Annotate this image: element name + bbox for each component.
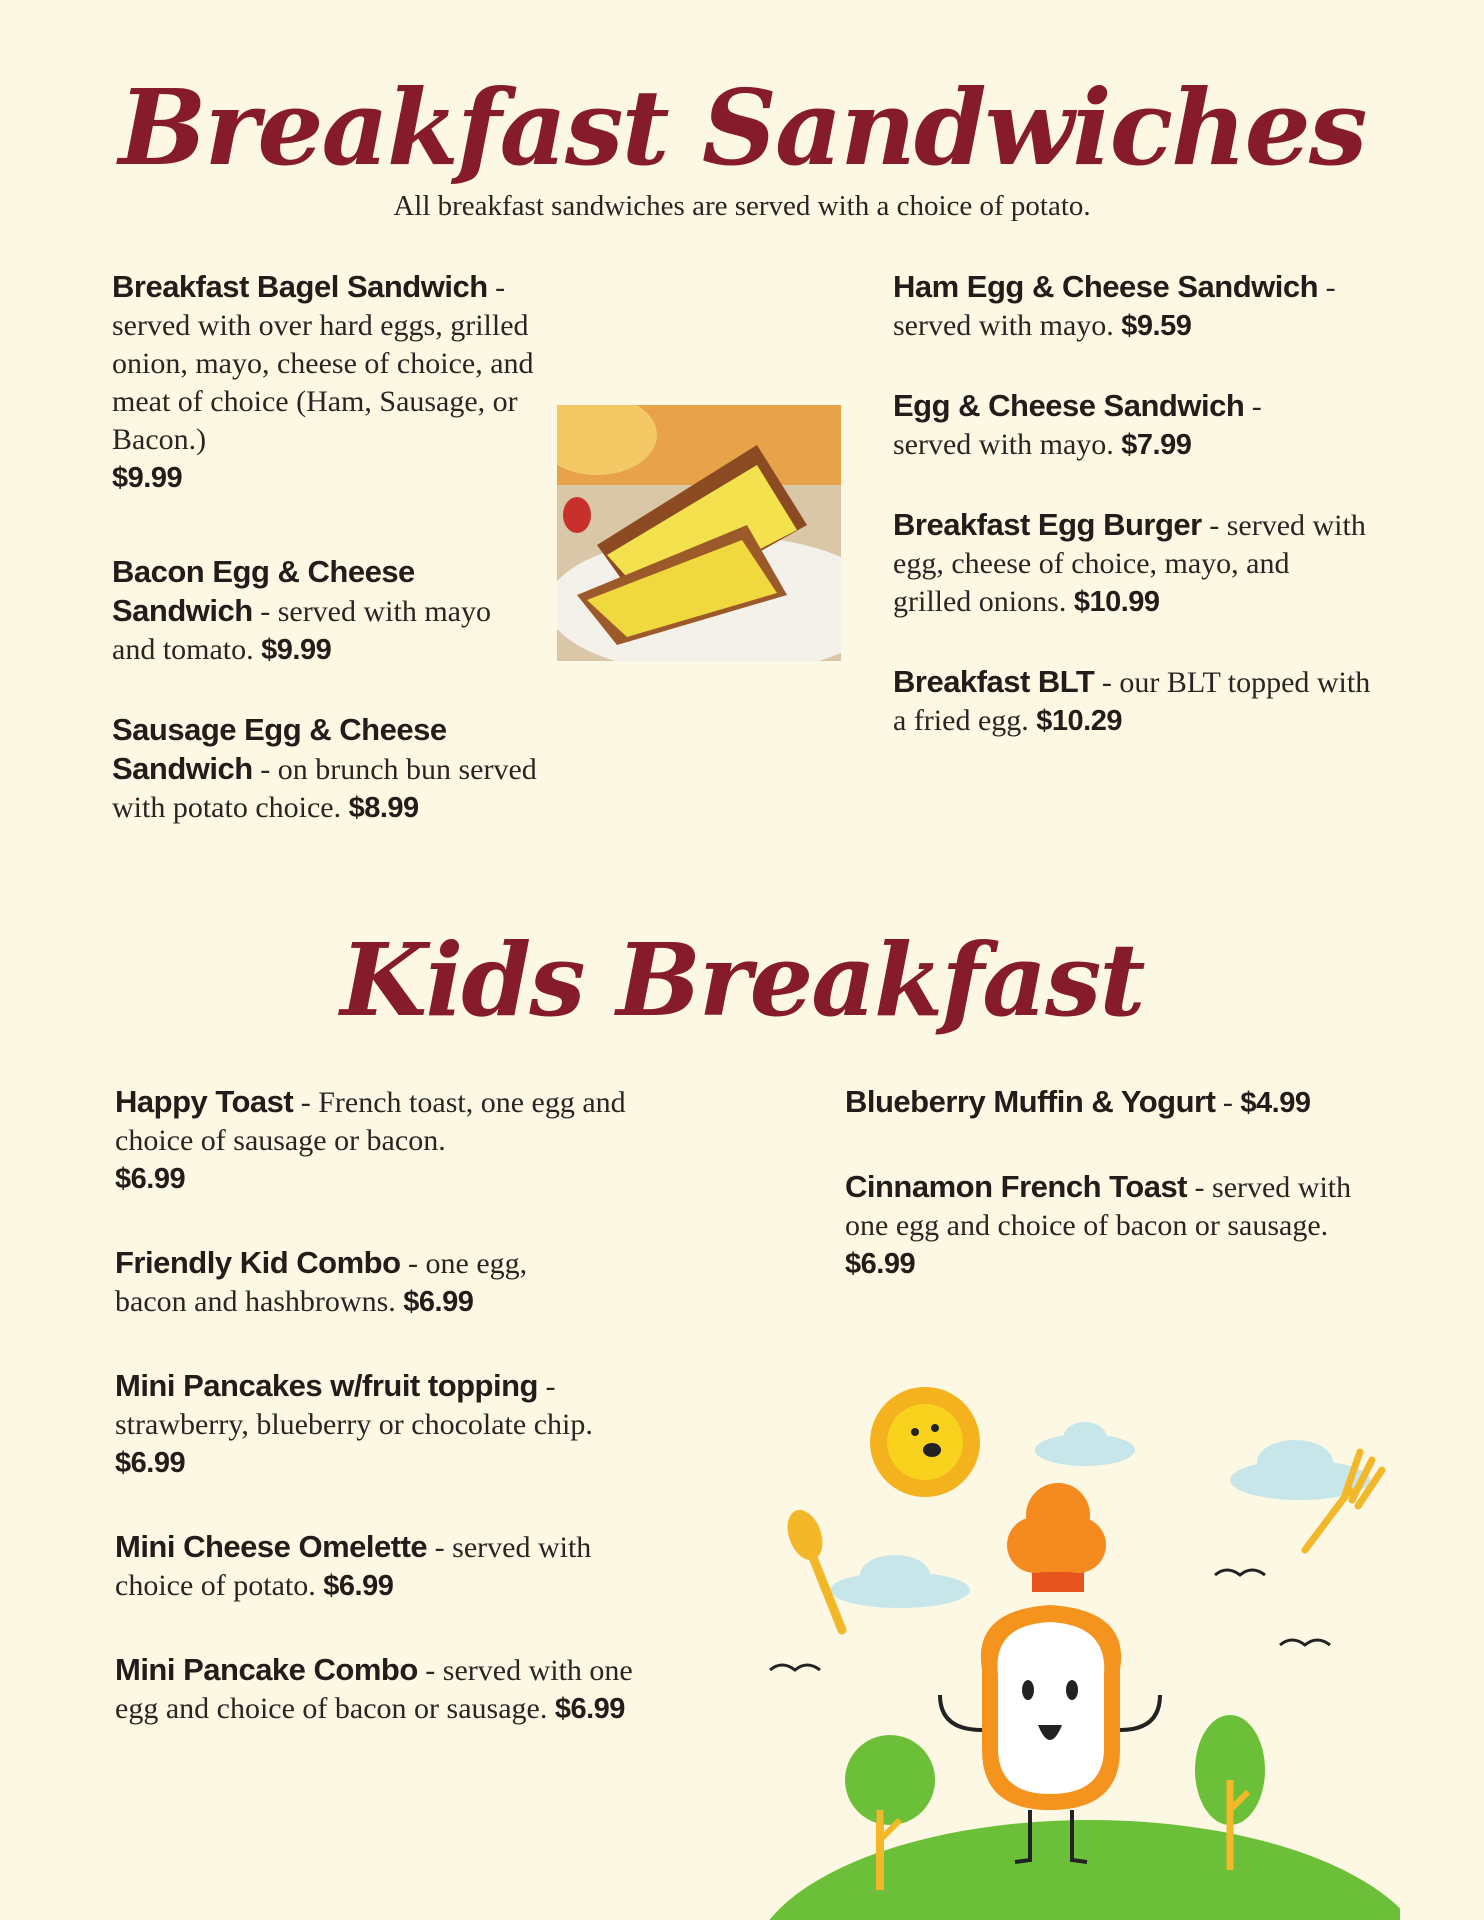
item-description: served with egg, cheese of choice, mayo, and grilled onions. bbox=[893, 509, 1366, 618]
menu-item bbox=[115, 1651, 645, 1728]
item-name: Breakfast Egg Burger bbox=[893, 507, 1202, 542]
menu-item bbox=[845, 1168, 1385, 1283]
item-name: Breakfast BLT bbox=[893, 664, 1095, 699]
item-description: served with one egg and choice of bacon or sausage. bbox=[115, 1654, 633, 1725]
item-description: served with mayo. bbox=[893, 309, 1114, 342]
item-price: $6.99 bbox=[115, 1163, 186, 1195]
menu-item bbox=[893, 387, 1373, 464]
breakfast-sandwiches-left-column bbox=[112, 268, 552, 827]
item-price: $10.99 bbox=[1073, 586, 1160, 618]
menu-item bbox=[112, 268, 552, 497]
item-separator: - bbox=[252, 753, 278, 786]
breakfast-sandwiches-right-column bbox=[893, 268, 1373, 740]
kids-breakfast-right-column bbox=[845, 1083, 1385, 1283]
item-price: $6.99 bbox=[554, 1693, 625, 1725]
item-name: Breakfast Bagel Sandwich bbox=[112, 269, 488, 304]
menu-item bbox=[115, 1367, 635, 1482]
item-separator: - bbox=[427, 1531, 453, 1564]
menu-item bbox=[115, 1528, 595, 1605]
item-description: French toast, one egg and choice of sausage or bacon. bbox=[115, 1086, 626, 1157]
breakfast-sandwiches-title: Breakfast Sandwiches bbox=[118, 66, 1366, 189]
item-name: Blueberry Muffin & Yogurt bbox=[845, 1084, 1216, 1119]
spoon-icon bbox=[781, 1505, 842, 1630]
item-separator: - bbox=[417, 1654, 443, 1687]
item-name: Happy Toast bbox=[115, 1084, 294, 1119]
menu-item bbox=[893, 506, 1373, 621]
item-price: $6.99 bbox=[845, 1248, 916, 1280]
item-separator: - bbox=[487, 271, 506, 304]
item-separator: - bbox=[1094, 666, 1120, 699]
menu-item bbox=[112, 553, 552, 669]
kids-breakfast-title: Kids Breakfast bbox=[340, 921, 1144, 1039]
item-price: $4.99 bbox=[1240, 1087, 1311, 1119]
hill-shape bbox=[760, 1820, 1400, 1920]
item-price: $6.99 bbox=[323, 1570, 394, 1602]
item-price: $10.29 bbox=[1036, 705, 1122, 737]
item-description: served with choice of potato. bbox=[115, 1531, 592, 1602]
item-name: Egg & Cheese Sandwich bbox=[893, 388, 1245, 423]
item-description: served with one egg and choice of bacon or sausage. bbox=[845, 1171, 1352, 1242]
item-name: Mini Pancakes w/fruit topping bbox=[115, 1368, 538, 1403]
item-description: our BLT topped with a fried egg. bbox=[893, 666, 1371, 737]
item-price: $9.99 bbox=[112, 462, 183, 494]
menu-item bbox=[115, 1083, 635, 1198]
breakfast-sandwich-photo bbox=[557, 405, 841, 661]
item-description: served with over hard eggs, grilled onion, mayo, cheese of choice, and meat of choice (Ham, Sausage, or Bacon.) bbox=[112, 309, 534, 456]
toast-mascot-illustration bbox=[760, 1370, 1400, 1920]
item-price: $6.99 bbox=[115, 1447, 186, 1479]
item-separator: - bbox=[1318, 271, 1336, 304]
item-name: Mini Cheese Omelette bbox=[115, 1529, 428, 1564]
item-separator: - bbox=[537, 1370, 556, 1403]
item-price: $8.99 bbox=[348, 792, 419, 824]
breakfast-sandwiches-subtitle: All breakfast sandwiches are served with a choice of potato. bbox=[393, 190, 1091, 222]
item-description: strawberry, blueberry or chocolate chip. bbox=[115, 1408, 593, 1441]
item-price: $9.59 bbox=[1121, 310, 1192, 342]
item-name: Bacon Egg & Cheese Sandwich bbox=[112, 554, 415, 628]
item-name: Mini Pancake Combo bbox=[115, 1652, 418, 1687]
kids-breakfast-left-column bbox=[115, 1083, 645, 1728]
menu-item bbox=[893, 663, 1373, 740]
item-price: $9.99 bbox=[261, 634, 332, 666]
item-separator: - bbox=[400, 1247, 426, 1280]
item-description: served with mayo and tomato. bbox=[112, 595, 491, 666]
chef-hat-icon bbox=[1007, 1483, 1106, 1592]
item-name: Sausage Egg & Cheese Sandwich bbox=[112, 712, 447, 786]
item-separator: - bbox=[1201, 509, 1227, 542]
item-description: one egg, bacon and hashbrowns. bbox=[115, 1247, 528, 1318]
item-description: served with mayo. bbox=[893, 428, 1114, 461]
item-name: Cinnamon French Toast bbox=[845, 1169, 1188, 1204]
item-separator: - bbox=[1215, 1086, 1241, 1119]
item-description: on brunch bun served with potato choice. bbox=[112, 753, 537, 824]
menu-item bbox=[112, 711, 592, 827]
sun-icon bbox=[870, 1387, 980, 1497]
item-name: Friendly Kid Combo bbox=[115, 1245, 401, 1280]
menu-item bbox=[893, 268, 1373, 345]
item-price: $7.99 bbox=[1121, 429, 1192, 461]
item-name: Ham Egg & Cheese Sandwich bbox=[893, 269, 1319, 304]
menu-item bbox=[115, 1244, 595, 1321]
item-separator: - bbox=[252, 595, 278, 628]
item-price: $6.99 bbox=[403, 1286, 474, 1318]
item-separator: - bbox=[293, 1086, 319, 1119]
menu-item bbox=[845, 1083, 1385, 1122]
item-separator: - bbox=[1244, 390, 1262, 423]
item-separator: - bbox=[1187, 1171, 1213, 1204]
